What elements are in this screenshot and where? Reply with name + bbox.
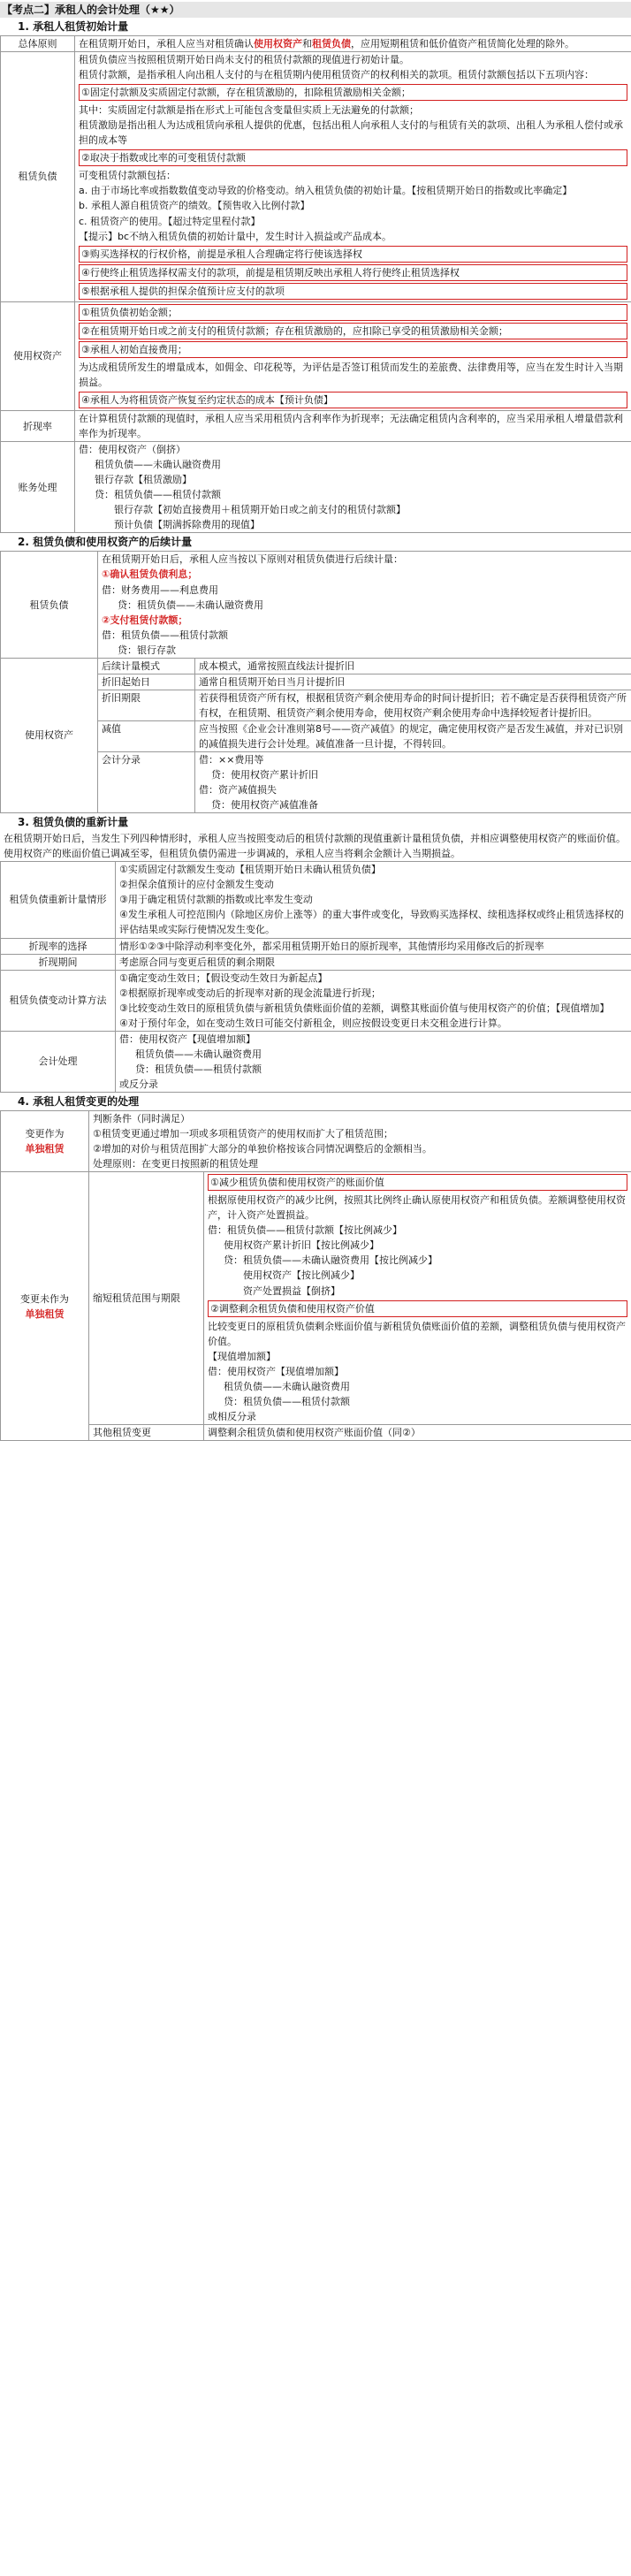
rate-text: 在计算租赁付款额的现值时，承租人应当采用租赁内含利率作为折现率；无法确定租赁内含利率的，应当采用承租人增量借款利率作为折现率。: [75, 411, 631, 442]
s2-row-val: 通常自租赁期开始日当月计提折旧: [195, 674, 631, 690]
rou-text: ①租赁负债初始金额； ②在租赁期开始日或之前支付的租赁付款额；存在租赁激励的，应扣除已享受的租赁激励相关金额； ③承租人初始直接费用； 为达成租赁所发生的增量成本，如佣金、印花税等，为评估是否签订租赁而发生的差旅费、法律费用等，应当在发生时计入当期损益。 ④承租人为将租赁资产恢复至约定状态的成本【预计负债】: [75, 301, 631, 410]
s3-acct-label: 会计处理: [1, 1031, 116, 1092]
s3-period: 考虑原合同与变更后租赁的剩余期限: [116, 954, 631, 970]
s2-row-key: 减值: [98, 720, 195, 751]
s4-other-label: 其他租赁变更: [89, 1424, 204, 1440]
s2-row-val: 应当按照《企业会计准则第8号——资产减值》的规定，确定使用权资产是否发生减值，并对已识别的减值损失进行会计处理。减值准备一旦计提，不得转回。: [195, 720, 631, 751]
section-2-title: 2. 租赁负债和使用权资产的后续计量: [18, 536, 193, 549]
s2-row-key: 后续计量模式: [98, 658, 195, 674]
liab-text: 租赁负债应当按照租赁期开始日尚未支付的租赁付款额的现值进行初始计量。 租赁付款额，是指承租人向出租人支付的与在租赁期内使用租赁资产的权利相关的款项。租赁付款额包括以下五项内容： ①固定付款额及实质固定付款额，存在租赁激励的，扣除租赁激励相关金额； 其中：实质固定付款额是指在形式上可能包含变量但实质上无法避免的付款额； 租赁激励是指出租人为达成租赁向承租人提供的优惠，包括出租人向承租人支付的与租赁有关的款项、出租人为承租人偿付或承担的成本等 ②取决于指数或比率的可变租赁付款额 可变租赁付款额包括： a. 由于市场比率或指数数值变动导致的价格变动。纳入租赁负债的初始计量。【按租赁期开始日的指数或比率确定】 b. 承租人源自租赁资产的绩效。【预售收入比例付款】 c. 租赁资产的使用。【超过特定里程付款】 【提示】bc不纳入租赁负债的初始计量中，发生时计入损益或产品成本。 ③购买选择权的行权价格，前提是承租人合理确定将行使该选择权 ④行使终止租赁选择权需支付的款项，前提是租赁期反映出承租人将行使终止租赁选择权 ⑤根据承租人提供的担保余值预计应支付的款项: [75, 52, 631, 302]
rate-label: 折现率: [1, 411, 75, 442]
s3-calc-label: 租赁负债变动计算方法: [1, 970, 116, 1031]
principle-text: 在租赁期开始日，承租人应当对租赁确认使用权资产和租赁负债，应用短期租赁和低价值资产租赁简化处理的除外。: [75, 36, 631, 52]
s2-liab-text: 在租赁期开始日后，承租人应当按以下原则对租赁负债进行后续计量： ①确认租赁负债利息； 借：财务费用——利息费用 贷：租赁负债——未确认融资费用 ②支付租赁付款额； 借：租赁负债——租赁付款额 贷：银行存款: [98, 552, 631, 658]
topic-title: 【考点二】承租人的会计处理（★★）: [0, 2, 631, 18]
s4-sep-label: 变更作为 单独租赁: [1, 1111, 89, 1172]
s2-row-key: 折旧起始日: [98, 674, 195, 690]
section-3-table: [0, 861, 631, 1093]
s3-cases: ①实质固定付款额发生变动【租赁期开始日未确认租赁负债】 ②担保余值预计的应付金额发生变动 ③用于确定租赁付款额的指数或比率发生变动 ④发生承租人可控范围内（除地区房价上涨等）的重大事件或变化，导致购买选择权、续租选择权或终止租赁选择权的评估结果或实际行使情况发生变化。: [116, 862, 631, 938]
s3-period-label: 折现期间: [1, 954, 116, 970]
section-3-title: 3. 租赁负债的重新计量: [18, 816, 129, 829]
s3-cases-label: 租赁负债重新计量情形: [1, 862, 116, 938]
section-4-table: [0, 1110, 631, 1441]
s3-acct: 借：使用权资产【现值增加额】 租赁负债——未确认融资费用 贷：租赁负债——租赁付款额 或反分录: [116, 1031, 631, 1092]
section-2-table: [0, 551, 631, 813]
section-4-title: 4. 承租人租赁变更的处理: [18, 1095, 140, 1108]
rou-label: 使用权资产: [1, 301, 75, 410]
s2-liab-label: 租赁负债: [1, 552, 98, 658]
s2-rou-label: 使用权资产: [1, 658, 98, 812]
s2-row-key: 折旧期限: [98, 690, 195, 720]
s4-sep: 判断条件（同时满足） ①租赁变更通过增加一项或多项租赁资产的使用权而扩大了租赁范围； ②增加的对价与租赁范围扩大部分的单独价格按该合同情况调整后的金额相当。 处理原则：在变更日按照新的租赁处理: [89, 1111, 631, 1172]
s4-other: 调整剩余租赁负债和使用权资产账面价值（同②）: [204, 1424, 631, 1440]
liab-label: 租赁负债: [1, 52, 75, 302]
principle-label: 总体原则: [1, 36, 75, 52]
s3-rate-label: 折现率的选择: [1, 938, 116, 954]
s2-row-key: 会计分录: [98, 752, 195, 813]
acct-text: 借：使用权资产（倒挤） 租赁负债——未确认融资费用 银行存款【租赁激励】 贷：租赁负债——租赁付款额 银行存款【初始直接费用＋租赁期开始日或之前支付的租赁付款额】 预计负债【期满拆除费用的现值】: [75, 442, 631, 533]
s4-notsep-label: 变更未作为 单独租赁: [1, 1172, 89, 1441]
s2-row-val: 若获得租赁资产所有权，根据租赁资产剩余使用寿命的时间计提折旧；若不确定是否获得租赁资产所有权，在租赁期、租赁资产剩余使用寿命，使用权资产剩余使用寿命中选择较短者计提折旧。: [195, 690, 631, 720]
s3-rate: 情形①②③中除浮动利率变化外，都采用租赁期开始日的原折现率，其他情形均采用修改后的折现率: [116, 938, 631, 954]
section-1-title: 1. 承租人租赁初始计量: [18, 20, 129, 33]
section-1-table: [0, 35, 631, 533]
acct-label: 账务处理: [1, 442, 75, 533]
s4-shrink-label: 缩短租赁范围与期限: [89, 1172, 204, 1425]
s4-shrink: ①减少租赁负债和使用权资产的账面价值 根据原使用权资产的减少比例，按照其比例终止确认原使用权资产和租赁负债。差额调整使用权资产，计入资产处置损益。 借：租赁负债——租赁付款额【按比例减少】 使用权资产累计折旧【按比例减少】 贷：租赁负债——未确认融资费用【按比例减少】 使用权资产【按比例减少】 资产处置损益【倒挤】 ②调整剩余租赁负债和使用权资产价值 比较变更日的原租赁负债剩余账面价值与新租赁负债账面价值的差额，调整租赁负债与使用权资产价值。 【现值增加额】 借：使用权资产【现值增加额】 租赁负债——未确认融资费用 贷：租赁负债——租赁付款额 或相反分录: [204, 1172, 631, 1425]
s3-calc: ①确定变动生效日；【假设变动生效日为新起点】 ②根据原折现率或变动后的折现率对新的现金流量进行折现； ③比较变动生效日的原租赁负债与新租赁负债账面价值的差额，调整其账面价值与使用权资产的价值；【现值增加】 ④对于预付年金，如在变动生效日可能交付新租金，则应按假设变更日未交租金进行计算。: [116, 970, 631, 1031]
s2-row-val: 借：××费用等 贷：使用权资产累计折旧 借：资产减值损失 贷：使用权资产减值准备: [195, 752, 631, 813]
s3-intro: 在租赁期开始日后，当发生下列四种情形时，承租人应当按照变动后的租赁付款额的现值重新计量租赁负债，并相应调整使用权资产的账面价值。使用权资产的账面价值已调减至零，但租赁负债仍需进一步调减的，承租人应当将剩余金额计入当期损益。: [4, 833, 626, 860]
s2-row-val: 成本模式，通常按照直线法计提折旧: [195, 658, 631, 674]
